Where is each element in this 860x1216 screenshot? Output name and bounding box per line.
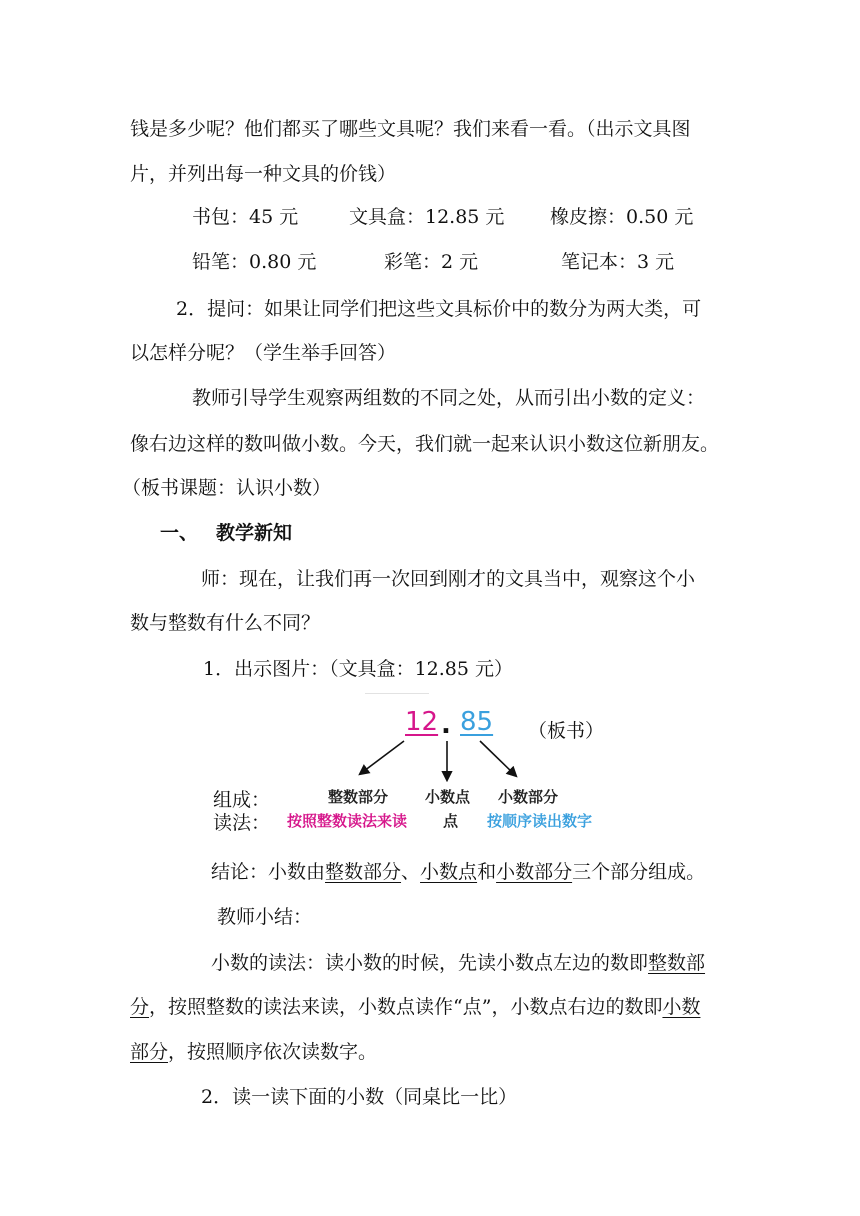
read-decimal-point: 点 [443,812,459,830]
price-pencil: 铅笔：0.80 元 [192,251,317,273]
diagram-decimal-point: . [441,710,451,740]
reading-line-2 [130,995,700,1019]
arrow-to-decimal-part [480,741,516,776]
reading-line-3 [130,1040,377,1064]
summary-title: 教师小结： [217,906,313,928]
conclusion-prefix: 结论：小数由 [211,861,326,883]
label-reading: 读法： [213,812,271,834]
reading-text-b: ，按照整数的读法来读，小数点读作“点”，小数点右边的数即 [149,996,663,1018]
intro-line-1: 钱是多少呢？他们都买了哪些文具呢？我们来看一看。（出示文具图 [130,118,691,140]
reading-term-decimal-b: 部分 [130,1041,169,1063]
reading-term-integer-a: 整数部 [648,952,706,974]
diagram-board-note: （板书） [528,720,605,742]
reading-term-decimal-a: 小数 [662,996,701,1018]
conclusion-sep: 、 [401,861,421,883]
price-color-pen: 彩笔：2 元 [384,251,479,273]
question-line-2: 以怎样分呢？（学生举手回答） [130,342,397,364]
guide-line-3: （板书课题：认识小数） [122,477,332,499]
reading-line-1 [211,951,705,975]
guide-line-1: 教师引导学生观察两组数的不同之处，从而引出小数的定义： [192,387,706,409]
label-composition: 组成： [213,789,271,811]
section-title: 教学新知 [216,522,293,544]
question-line-1: 2．提问：如果让同学们把这些文具标价中的数分为两大类，可 [176,298,702,320]
intro-line-2: 片，并列出每一种文具的价钱） [130,163,397,185]
conclusion-line [211,860,705,884]
reading-text-a: 小数的读法：读小数的时候，先读小数点左边的数即 [211,952,649,974]
price-notebook: 笔记本：3 元 [561,251,675,273]
teacher-line-1: 师：现在，让我们再一次回到刚才的文具当中，观察这个小 [201,568,696,590]
comp-decimal-part: 小数部分 [498,788,559,806]
conclusion-term-point: 小数点 [420,861,478,883]
show-picture-line: 1．出示图片：（文具盒：12.85 元） [203,658,514,680]
price-schoolbag: 书包：45 元 [192,206,299,228]
price-pencil-case: 文具盒：12.85 元 [349,206,505,228]
read-integer-part: 按照整数读法来读 [287,812,408,830]
reading-text-c: ，按照顺序依次读数字。 [168,1041,378,1063]
teacher-line-2: 数与整数有什么不同？ [130,612,321,634]
diagram-integer-part: 12 [405,707,439,737]
conclusion-term-decimal: 小数部分 [496,861,573,883]
comp-integer-part: 整数部分 [328,788,389,806]
diagram-decimal-part: 85 [460,707,494,737]
conclusion-suffix: 三个部分组成。 [572,861,706,883]
reading-term-integer-b: 分 [130,996,150,1018]
comp-decimal-point: 小数点 [425,788,471,806]
read-decimal-part: 按顺序读出数字 [487,812,593,830]
conclusion-and: 和 [477,861,497,883]
guide-line-2: 像右边这样的数叫做小数。今天，我们就一起来认识小数这位新朋友。 [130,433,720,455]
exercise-line: 2．读一读下面的小数（同桌比一比） [201,1086,518,1108]
section-number: 一、 [160,522,199,544]
conclusion-term-integer: 整数部分 [325,861,402,883]
price-eraser: 橡皮擦：0.50 元 [550,206,694,228]
arrow-to-integer-part [360,741,404,774]
